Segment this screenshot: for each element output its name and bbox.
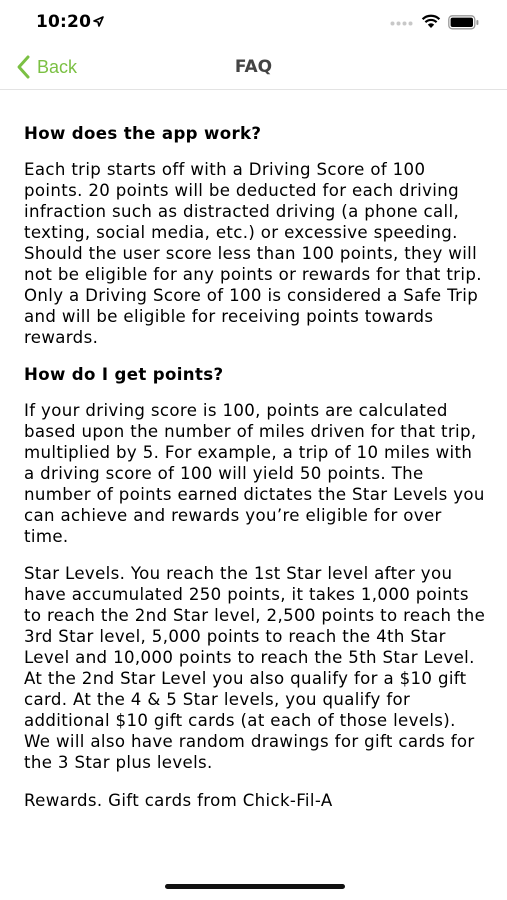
status-bar bbox=[0, 0, 507, 44]
faq-answer: Star Levels. You reach the 1st Star level after you have accumulated 250 points, it takes 1,000 points to reach the 2nd Star level, 2,500 points to reach the 3rd Star level, 5,000 points to reach the 4th Star Level and 10,000 points to reach the 5th Star Level. At the 2nd Star Level you also qualify for a $10 gift card. At the 4 & 5 Star levels, you qualify for additional $10 gift cards (at each of those levels). We will also have random drawings for gift cards for the 3 Star plus levels. bbox=[24, 564, 486, 772]
faq-question: How do I get points? bbox=[24, 365, 224, 384]
faq-answer: Rewards. Gift cards from Chick-Fil-A bbox=[24, 791, 333, 810]
wifi-icon bbox=[421, 14, 441, 29]
home-indicator[interactable] bbox=[165, 884, 345, 889]
battery-icon bbox=[448, 15, 480, 30]
faq-question: How does the app work? bbox=[24, 124, 262, 143]
signal-dots-icon bbox=[390, 21, 414, 26]
status-time: 10:20 bbox=[36, 12, 92, 32]
faq-answer: If your driving score is 100, points are calculated based upon the number of miles driven for that trip, multiplied by 5. For example, a trip of 10 miles with a driving score of 100 will yield 50 points. The number of points earned dictates the Star Levels you can achieve and rewards you’re eligible for over time. bbox=[24, 401, 485, 546]
back-button-label: Back bbox=[37, 56, 78, 77]
page-title: FAQ bbox=[234, 57, 273, 77]
location-arrow-icon bbox=[93, 16, 104, 27]
faq-answer: Each trip starts off with a Driving Score of 100 points. 20 points will be deducted for each driving infraction such as distracted driving (a phone call, texting, social media, etc.) or excessive speeding. Should the user score less than 100 points, they will not be eligible for any points or rewards for that trip. Only a Driving Score of 100 is considered a Safe Trip and will be eligible for receiving points towards rewards. bbox=[24, 160, 482, 347]
faq-scroll-view[interactable] bbox=[0, 90, 507, 862]
navigation-bar bbox=[0, 44, 507, 90]
